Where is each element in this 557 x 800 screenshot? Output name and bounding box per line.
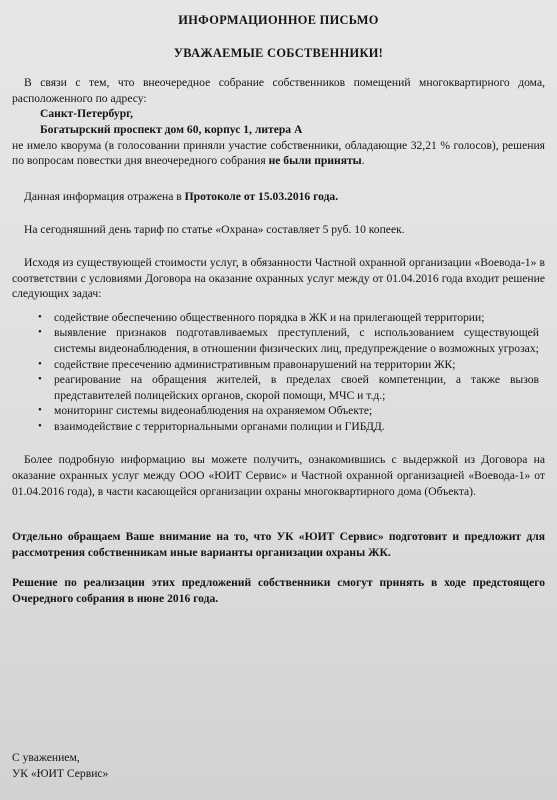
- duties-intro: Исходя из существующей стоимости услуг, в обязанности Частной охранной организации «Воевода-1» в соответствии с условиями Договора на оказание охранных услуг между от 01.04.2016 года входит решение следующих задач:: [12, 255, 545, 301]
- task-text: содействие пресечению административным правонарушений на территории ЖК;: [54, 357, 456, 371]
- signature-text: УК «ЮИТ Сервис»: [12, 766, 109, 780]
- address-street: Богатырский проспект дом 60, корпус 1, литера А: [40, 122, 303, 136]
- bullet-icon: •: [38, 373, 42, 386]
- intro-paragraph: [12, 75, 545, 106]
- task-item: [38, 419, 539, 435]
- task-item: [38, 372, 539, 403]
- letter-salutation: УВАЖАЕМЫЕ СОБСТВЕННИКИ!: [173, 45, 384, 60]
- protocol-paragraph: [12, 189, 545, 205]
- more-info-paragraph: Более подробную информацию вы можете получить, ознакомившись с выдержкой из Договора на оказание охранных услуг между ООО «ЮИТ Сервис» и Частной охранной организацией «Воевода-1» от 01.04.2016 года), в части касающейся организации охраны многоквартирного дома (Объекта).: [12, 453, 545, 498]
- letter-title: ИНФОРМАЦИОННОЕ ПИСЬМО: [178, 13, 379, 27]
- task-item: [38, 310, 539, 326]
- bullet-icon: •: [38, 419, 42, 432]
- quorum-paragraph: [12, 138, 545, 169]
- quorum-text: не имело кворума (в голосовании приняли участие собственники, обладающие 32,21 % голосов), решения по вопросам повестки дня внеочередного собрания: [12, 138, 545, 168]
- decision-paragraph: Решение по реализации этих предложений собственники смогут принять в ходе предстоящего Очередного собрания в июне 2016 года.: [12, 576, 545, 606]
- tariff-paragraph: На сегодняшний день тариф по статье «Охрана» составляет 5 руб. 10 копеек.: [24, 223, 405, 237]
- task-text: мониторинг системы видеонаблюдения на охраняемом Объекте;: [54, 404, 373, 418]
- quorum-end: .: [361, 154, 365, 168]
- address-city: Санкт-Петербург,: [40, 107, 133, 121]
- protocol-date: Протоколе от 15.03.2016 года.: [184, 189, 339, 203]
- task-text: выявление признаков подготавливаемых преступлений, с использованием существующей системы видеонаблюдения, в отношении физических лиц, предупреждение о возможных угрозах;: [54, 326, 539, 355]
- protocol-text: Данная информация отражена в: [24, 189, 182, 203]
- quorum-result: не были приняты: [268, 154, 362, 168]
- bullet-icon: •: [38, 310, 42, 323]
- closing-text: С уважением,: [12, 751, 80, 764]
- bullet-icon: •: [38, 326, 42, 339]
- signature-block: [12, 750, 108, 781]
- task-item: [38, 325, 539, 356]
- task-list: [12, 310, 545, 435]
- attention-paragraph: Отдельно обращаем Ваше внимание на то, что УК «ЮИТ Сервис» подготовит и предложит для рассмотрения собственникам иные варианты организации охраны ЖК.: [12, 530, 545, 559]
- bullet-icon: •: [38, 404, 42, 417]
- task-text: взаимодействие с территориальными органами полиции и ГИБДД.: [54, 419, 385, 433]
- task-item: [38, 357, 539, 373]
- task-text: содействие обеспечению общественного порядка в ЖК и на прилегающей территории;: [54, 310, 485, 324]
- intro-text: В связи с тем, что внеочередное собрание собственников помещений многоквартирного дома, расположенного по адресу:: [12, 76, 545, 105]
- task-text: реагирование на обращения жителей, в пределах своей компетенции, а также вызов представителей полицейских органов, скорой помощи, МЧС и т.д.;: [54, 373, 539, 402]
- bullet-icon: •: [38, 357, 42, 370]
- task-item: [38, 403, 539, 419]
